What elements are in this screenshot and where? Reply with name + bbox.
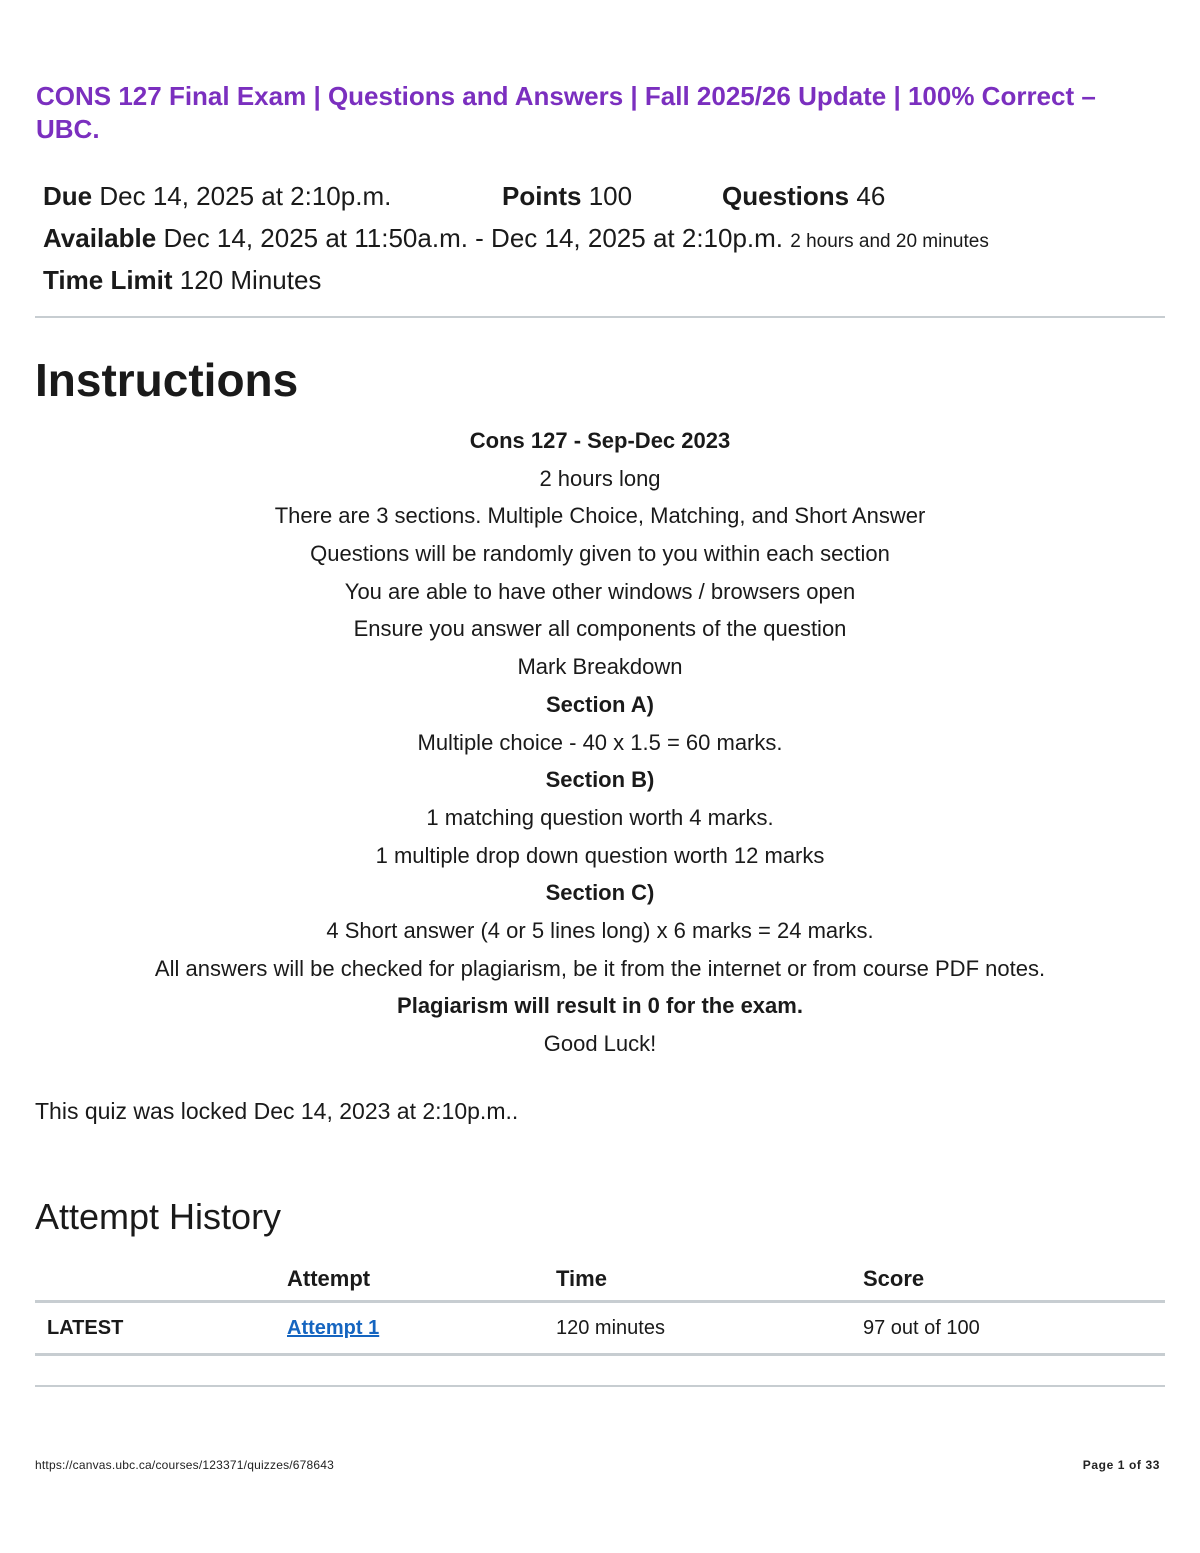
- column-header-status: [35, 1258, 287, 1302]
- instruction-line: Mark Breakdown: [517, 654, 683, 680]
- quiz-meta-row-1: [43, 180, 391, 212]
- attempt-history-heading: Attempt History: [35, 1196, 282, 1237]
- instruction-line: 1 multiple drop down question worth 12 marks: [375, 842, 825, 868]
- column-header-time: Time: [556, 1258, 863, 1302]
- footer-url: https://canvas.ubc.ca/courses/123371/quizzes/678643: [35, 1458, 335, 1472]
- available-duration: 2 hours and 20 minutes: [790, 231, 989, 252]
- instruction-line: You are able to have other windows / browsers open: [344, 578, 856, 604]
- time-limit-value: 120 Minutes: [179, 265, 322, 295]
- table-row: [35, 1302, 1165, 1355]
- questions-value: 46: [856, 181, 886, 211]
- attempt-score: 97 out of 100: [863, 1302, 1165, 1355]
- points-meta: [502, 180, 632, 212]
- due-value: Dec 14, 2025 at 2:10p.m.: [99, 181, 392, 211]
- instructions-heading: Instructions: [35, 354, 299, 406]
- instruction-line: There are 3 sections. Multiple Choice, Matching, and Short Answer: [274, 503, 926, 529]
- instruction-line: Questions will be randomly given to you within each section: [310, 541, 890, 567]
- available-value: Dec 14, 2025 at 11:50a.m. - Dec 14, 2025 at 2:10p.m.: [163, 223, 784, 253]
- instruction-line: All answers will be checked for plagiarism, be it from the internet or from course PDF notes.: [154, 955, 1046, 981]
- instruction-line: 4 Short answer (4 or 5 lines long) x 6 marks = 24 marks.: [326, 917, 874, 943]
- instruction-line: Cons 127 - Sep-Dec 2023: [469, 428, 731, 453]
- divider: [35, 1385, 1165, 1387]
- attempt-time: 120 minutes: [556, 1302, 863, 1355]
- instructions-body: [35, 422, 1165, 1063]
- column-header-attempt: Attempt: [287, 1258, 556, 1302]
- instruction-line: 2 hours long: [539, 465, 661, 491]
- divider: [35, 316, 1165, 318]
- table-header-row: [35, 1258, 1165, 1302]
- instruction-line: Section C): [545, 880, 655, 906]
- time-limit-meta: [43, 264, 321, 296]
- questions-label: Questions: [722, 181, 850, 211]
- instruction-line: Good Luck!: [543, 1031, 657, 1056]
- attempt-link[interactable]: Attempt 1: [287, 1316, 380, 1339]
- instruction-line: 1 matching question worth 4 marks.: [426, 804, 774, 830]
- instruction-line: Ensure you answer all components of the question: [353, 616, 847, 642]
- column-header-score: Score: [863, 1258, 1165, 1302]
- available-label: Available: [43, 223, 157, 253]
- page-number: Page 1 of 33: [1082, 1458, 1160, 1472]
- available-meta: [43, 222, 989, 258]
- due-label: Due: [43, 181, 93, 211]
- instruction-line: Multiple choice - 40 x 1.5 = 60 marks.: [417, 729, 783, 755]
- instruction-line: Plagiarism will result in 0 for the exam.: [397, 993, 803, 1019]
- instruction-line: Section A): [546, 691, 654, 717]
- instruction-line: Section B): [545, 767, 655, 793]
- points-value: 100: [588, 181, 633, 211]
- time-limit-label: Time Limit: [43, 265, 173, 295]
- attempt-status: LATEST: [35, 1302, 287, 1355]
- points-label: Points: [502, 181, 582, 211]
- document-title: CONS 127 Final Exam | Questions and Answers | Fall 2025/26 Update | 100% Correct – UBC.: [36, 81, 1096, 144]
- questions-meta: [722, 180, 885, 212]
- attempt-history-table: [35, 1258, 1165, 1356]
- locked-note: This quiz was locked Dec 14, 2023 at 2:10p.m..: [35, 1098, 519, 1124]
